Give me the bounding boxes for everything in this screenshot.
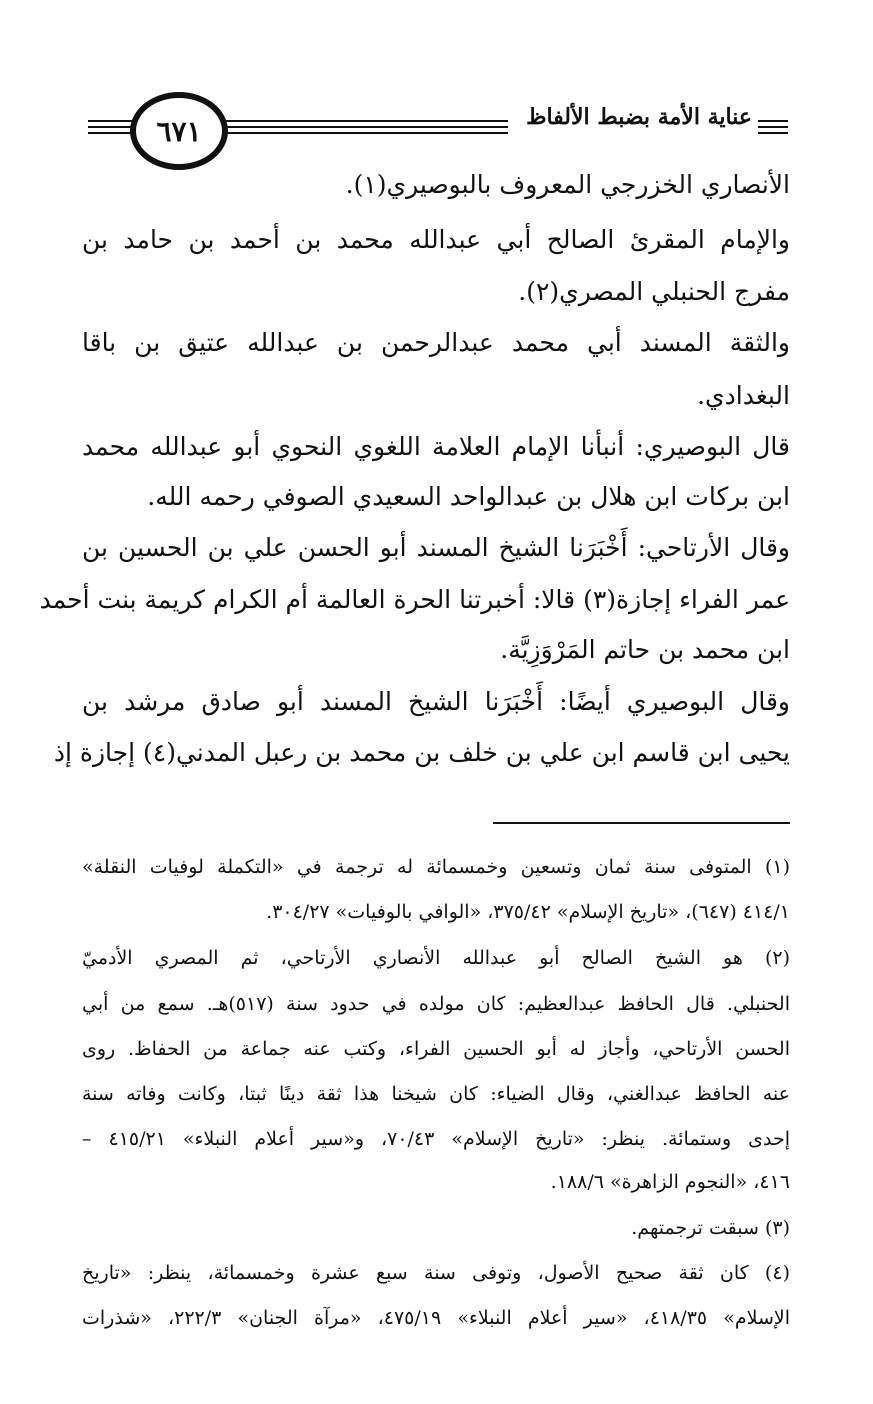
body-line: وقال الأرتاحي: أَخْبَرَنا الشيخ المسند أبو الحسن علي بن الحسين بن	[82, 533, 790, 562]
running-title: عناية الأمة بضبط الألفاظ	[526, 104, 752, 130]
footnote-separator	[493, 822, 790, 824]
footnote-line: (٢) هو الشيخ الصالح أبو عبدالله الأنصاري الأرتاحي، ثم المصري الأدميّ	[82, 947, 790, 969]
page-number-badge	[130, 92, 228, 170]
header-rule	[758, 126, 788, 128]
footnote-line: عنه الحافظ عبدالغني، وقال الضياء: كان شيخنا هذا ثقة دينًا ثبتا، وكانت وفاته سنة	[82, 1083, 790, 1105]
header-rule	[758, 132, 788, 134]
body-line: والإمام المقرئ الصالح أبي عبدالله محمد بن أحمد بن حامد بن	[82, 225, 790, 254]
page-number: ٦٧١	[156, 114, 202, 148]
header-rule	[212, 120, 508, 122]
footnote-line: (٤) كان ثقة صحيح الأصول، وتوفى سنة سبع عشرة وخمسمائة، ينظر: «تاريخ	[82, 1262, 790, 1284]
body-line: وقال البوصيري أيضًا: أَخْبَرَنا الشيخ المسند أبو صادق مرشد بن	[82, 687, 790, 716]
body-line: البغدادي.	[697, 381, 790, 410]
header-rule	[212, 132, 508, 134]
running-header	[80, 92, 793, 172]
body-line: والثقة المسند أبي محمد عبدالرحمن بن عبدالله عتيق بن باقا	[82, 328, 790, 357]
footnote-line: إحدى وستمائة. ينظر: «تاريخ الإسلام» ٧٠/٤٣، و«سير أعلام النبلاء» ٤١٥/٢١ –	[82, 1128, 790, 1150]
body-line: الأنصاري الخزرجي المعروف بالبوصيري(١).	[345, 170, 790, 199]
footnote-line: (٣) سبقت ترجمتهم.	[631, 1217, 790, 1239]
body-line: مفرج الحنبلي المصري(٢).	[518, 277, 790, 306]
body-line: عمر الفراء إجازة(٣) قالا: أخبرتنا الحرة العالمة أم الكرام كريمة بنت أحمد	[39, 585, 790, 614]
footnote-line: ٤١٦، «النجوم الزاهرة» ١٨٨/٦.	[550, 1171, 790, 1193]
footnote-line: (١) المتوفى سنة ثمان وتسعين وخمسمائة له ترجمة في «التكملة لوفيات النقلة»	[82, 856, 791, 878]
footnote-line: الإسلام» ٤١٨/٣٥، «سير أعلام النبلاء» ٤٧٥/١٩، «مرآة الجنان» ٢٢٢/٣، «شذرات	[82, 1307, 790, 1329]
header-rule	[212, 126, 508, 128]
footnote-line: الحنبلي. قال الحافظ عبدالعظيم: كان مولده في حدود سنة (٥١٧)هـ. سمع من أبي	[82, 993, 790, 1015]
body-line: يحيى ابن قاسم ابن علي بن خلف بن محمد بن رعبل المدني(٤) إجازة إذ	[53, 738, 790, 767]
body-line: ابن بركات ابن هلال بن عبدالواحد السعيدي الصوفي رحمه الله.	[147, 482, 790, 511]
body-line: ابن محمد بن حاتم المَرْوَزِيَّة.	[500, 635, 790, 664]
header-rule	[758, 120, 788, 122]
footnote-line: ٤١٤/١ (٦٤٧)، «تاريخ الإسلام» ٣٧٥/٤٢، «الوافي بالوفيات» ٣٠٤/٢٧.	[266, 901, 790, 923]
footnote-line: الحسن الأرتاحي، وأجاز له أبو الحسين الفراء، وكتب عنه جماعة من الحفاظ. روى	[82, 1038, 790, 1060]
body-line: قال البوصيري: أنبأنا الإمام العلامة اللغوي النحوي أبو عبدالله محمد	[82, 432, 790, 461]
